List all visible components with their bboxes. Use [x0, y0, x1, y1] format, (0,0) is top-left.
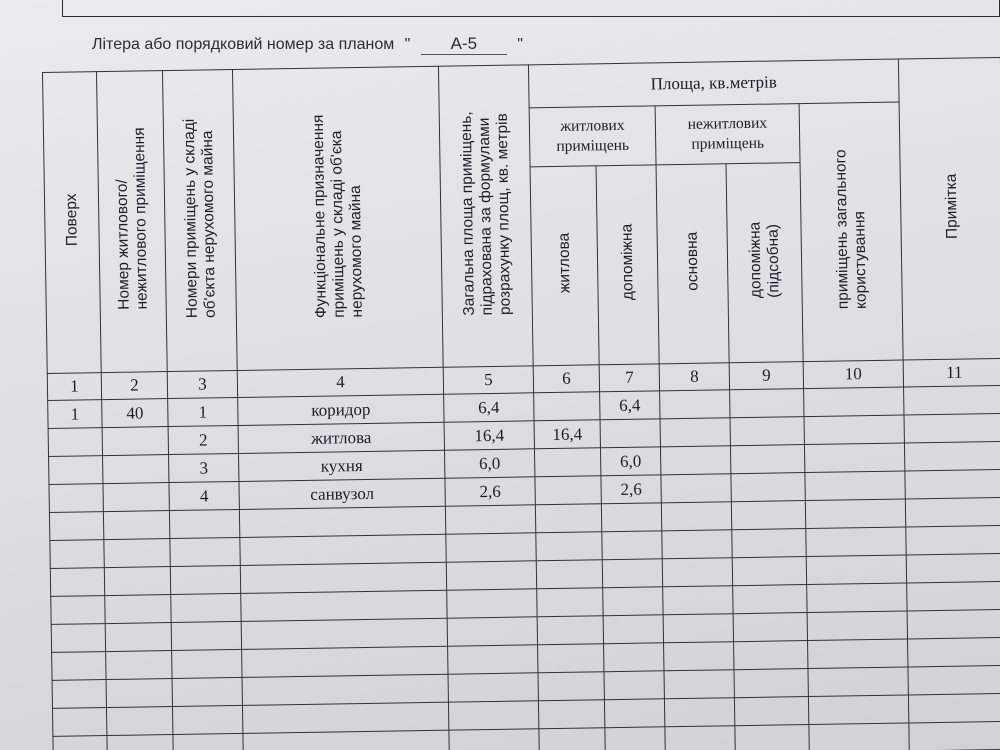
table-cell [103, 455, 169, 484]
table-cell [600, 419, 660, 448]
empty-cell [447, 617, 537, 646]
litera-value: А-5 [421, 34, 507, 55]
litera-label: Літера або порядковий номер за планом [92, 36, 395, 53]
header-unit-number: Номер житлового/ нежитлового приміщення [97, 71, 168, 373]
empty-cell [734, 641, 808, 670]
table-cell [660, 390, 730, 419]
empty-cell [662, 558, 732, 587]
empty-cell [908, 637, 1000, 667]
empty-cell [239, 506, 445, 537]
empty-cell [106, 707, 172, 736]
empty-cell [449, 729, 539, 750]
col-num: 3 [167, 370, 237, 398]
empty-cell [53, 736, 107, 750]
table-cell: 2 [168, 425, 238, 454]
table-cell [804, 415, 904, 445]
empty-cell [536, 532, 602, 561]
empty-cell [448, 701, 538, 730]
table-cell: 2,6 [601, 475, 661, 504]
empty-cell [906, 553, 1000, 583]
empty-cell [805, 499, 905, 529]
empty-cell [169, 509, 239, 538]
empty-cell [732, 529, 806, 558]
empty-cell [908, 693, 1000, 723]
header-note: Примітка [898, 57, 1000, 360]
empty-cell [52, 652, 106, 681]
empty-cell [52, 708, 106, 737]
empty-cell [241, 618, 447, 649]
table-cell: 6,4 [600, 391, 660, 420]
empty-cell [50, 568, 104, 597]
table-cell [48, 428, 102, 457]
header-floor: Поверх [43, 72, 102, 374]
header-function: Функціональне призначення приміщень у складі об'єка нерухомого майна [232, 66, 443, 370]
table-cell [805, 471, 905, 501]
header-residential: житлових приміщень [529, 106, 656, 167]
empty-cell [808, 667, 908, 697]
table-cell: санвузол [239, 478, 445, 509]
empty-cell [732, 557, 806, 586]
empty-cell [906, 525, 1000, 555]
empty-cell [664, 642, 734, 671]
col-num: 2 [101, 372, 167, 400]
table-cell [905, 469, 1000, 499]
col-num: 8 [659, 363, 729, 391]
empty-cell [733, 585, 807, 614]
empty-cell [448, 673, 538, 702]
empty-cell [733, 613, 807, 642]
empty-cell [907, 581, 1000, 611]
empty-cell [663, 586, 733, 615]
litera-line [92, 34, 529, 55]
col-num: 11 [903, 358, 1000, 387]
empty-cell [535, 504, 601, 533]
header-utility: допоміжна (підсобна) [726, 163, 803, 363]
empty-cell [105, 623, 171, 652]
table-cell [49, 456, 103, 485]
empty-cell [52, 680, 106, 709]
empty-cell [537, 588, 603, 617]
header-room-numbers: Номери приміщень у складі об'єкта нерухомого майна [162, 70, 237, 372]
empty-cell [604, 671, 664, 700]
header-main: основна [656, 164, 729, 364]
empty-cell [662, 530, 732, 559]
empty-cell [104, 567, 170, 596]
empty-cell [537, 616, 603, 645]
table-cell [535, 476, 601, 505]
empty-cell [905, 497, 1000, 527]
table-cell: 6,0 [600, 447, 660, 476]
empty-cell [734, 697, 808, 726]
table-cell [730, 445, 804, 474]
col-num: 1 [47, 373, 101, 401]
table-cell: 6,0 [444, 449, 534, 478]
col-num: 5 [443, 366, 533, 394]
empty-cell [808, 695, 908, 725]
empty-cell [734, 669, 808, 698]
empty-cell [665, 726, 735, 750]
empty-cell [172, 705, 242, 734]
empty-cell [664, 670, 734, 699]
empty-cell [604, 643, 664, 672]
table-cell [904, 413, 1000, 443]
empty-cell [807, 611, 907, 641]
empty-cell [446, 561, 536, 590]
empty-cell [170, 565, 240, 594]
empty-cell [806, 527, 906, 557]
table-cell [661, 474, 731, 503]
empty-cell [603, 615, 663, 644]
empty-cell [601, 503, 661, 532]
empty-cell [170, 537, 240, 566]
empty-cell [173, 733, 243, 750]
table-cell [730, 389, 804, 418]
col-num: 7 [599, 364, 659, 392]
empty-cell [538, 672, 604, 701]
table-body [47, 358, 1000, 750]
col-num: 6 [533, 365, 599, 393]
empty-cell [448, 645, 538, 674]
open-quote: " [404, 36, 411, 53]
table-cell [804, 387, 904, 417]
empty-cell [536, 560, 602, 589]
header-area-group: Площа, кв.метрів [528, 59, 899, 108]
empty-cell [663, 614, 733, 643]
table-cell: 4 [169, 481, 239, 510]
table-cell: кухня [239, 450, 445, 481]
inventory-table-wrap [42, 57, 1000, 750]
table-cell: 16,4 [534, 420, 600, 449]
empty-cell [172, 677, 242, 706]
table-cell: житлова [238, 422, 444, 453]
table-cell [534, 392, 600, 421]
col-num: 9 [729, 362, 803, 390]
empty-cell [661, 502, 731, 531]
empty-cell [242, 674, 448, 705]
empty-cell [446, 533, 536, 562]
table-cell [904, 385, 1000, 415]
empty-cell [240, 562, 446, 593]
empty-cell [909, 721, 1000, 750]
table-cell [660, 446, 730, 475]
table-cell: 16,4 [444, 421, 534, 450]
empty-cell [103, 511, 169, 540]
table-cell [731, 473, 805, 502]
empty-cell [603, 587, 663, 616]
header-total-area: Загальна площа приміщень, підрахована за формулами розрахунку площ, кв. метрів [438, 65, 533, 367]
empty-cell [106, 679, 172, 708]
table-cell [102, 427, 168, 456]
table-cell: 1 [168, 397, 238, 426]
table-cell [804, 443, 904, 473]
table-cell [730, 417, 804, 446]
empty-cell [105, 595, 171, 624]
empty-cell [664, 698, 734, 727]
empty-cell [240, 534, 446, 565]
empty-cell [172, 649, 242, 678]
empty-cell [809, 723, 909, 750]
empty-cell [49, 512, 103, 541]
empty-cell [602, 559, 662, 588]
col-num: 4 [237, 367, 443, 397]
header-living: житлова [530, 166, 599, 366]
table-cell: 3 [169, 453, 239, 482]
table-cell: коридор [238, 394, 444, 425]
inventory-table [42, 57, 1000, 750]
table-cell: 2,6 [445, 477, 535, 506]
empty-cell [50, 540, 104, 569]
header-auxiliary: допоміжна [596, 165, 659, 365]
empty-cell [806, 555, 906, 585]
table-cell: 6,4 [444, 393, 534, 422]
table-cell: 1 [48, 400, 102, 429]
empty-cell [907, 609, 1000, 639]
empty-cell [171, 593, 241, 622]
close-quote: " [517, 36, 523, 53]
empty-cell [731, 501, 805, 530]
empty-cell [605, 727, 665, 750]
table-cell [904, 441, 1000, 471]
empty-cell [104, 539, 170, 568]
empty-cell [539, 728, 605, 750]
empty-cell [51, 596, 105, 625]
empty-cell [242, 646, 448, 677]
empty-cell [807, 583, 907, 613]
empty-cell [241, 590, 447, 621]
empty-cell [447, 589, 537, 618]
empty-cell [243, 730, 449, 750]
empty-cell [908, 665, 1000, 695]
empty-cell [735, 725, 809, 750]
table-cell [534, 448, 600, 477]
table-cell [103, 483, 169, 512]
header-common-use: приміщень загального користування [799, 102, 903, 362]
top-border-box [62, 0, 1000, 17]
empty-cell [106, 651, 172, 680]
empty-cell [808, 639, 908, 669]
empty-cell [538, 644, 604, 673]
empty-cell [602, 531, 662, 560]
table-cell [49, 484, 103, 513]
empty-cell [242, 702, 448, 733]
empty-cell [445, 505, 535, 534]
empty-cell [107, 735, 173, 750]
table-cell: 40 [102, 399, 168, 428]
col-num: 10 [803, 360, 903, 389]
table-cell [660, 418, 730, 447]
empty-cell [51, 624, 105, 653]
empty-cell [538, 700, 604, 729]
empty-cell [171, 621, 241, 650]
header-nonresidential: нежитлових приміщень [655, 104, 800, 165]
empty-cell [604, 699, 664, 728]
